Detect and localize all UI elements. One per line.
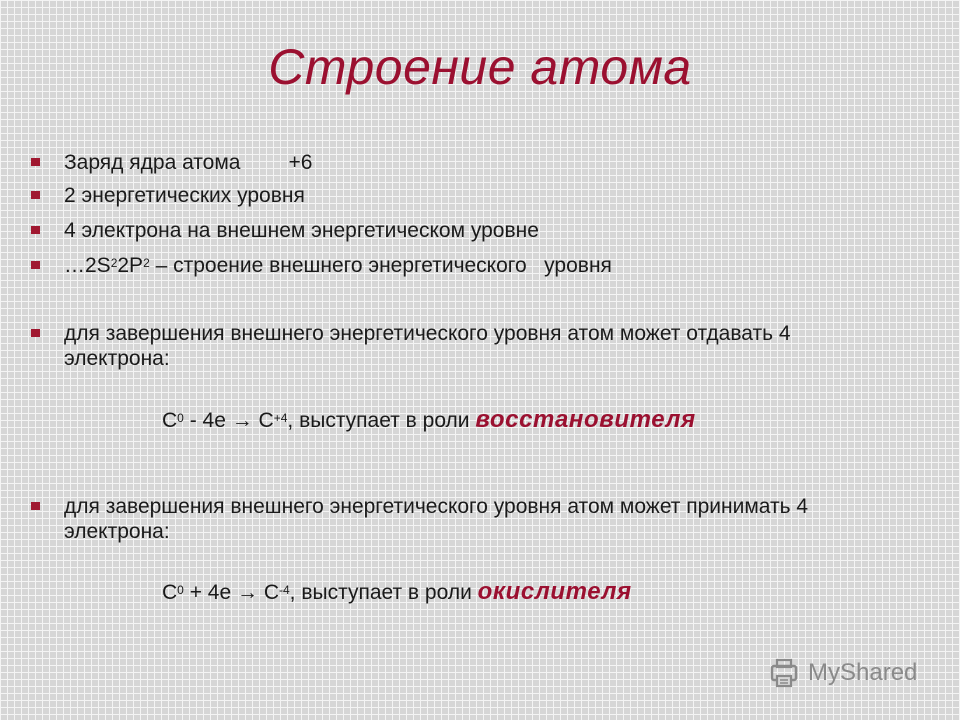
eq2-lhs-sup: 0 (177, 583, 184, 597)
reducer-role: восстановителя (475, 406, 696, 433)
eq1-text: , выступает в роли (287, 409, 476, 432)
eq2-rhs-sup: -4 (279, 583, 290, 597)
bullet-marker (31, 158, 40, 166)
bullet-marker (31, 226, 40, 234)
eq2-lhs: C (162, 581, 178, 604)
config-sup-s: 2 (110, 256, 118, 270)
give-electrons-text: для завершения внешнего энергетического уровня атом может отдавать 4 электрона: (64, 322, 791, 370)
bullet-marker (31, 191, 40, 199)
eq2-text: , выступает в роли (289, 581, 478, 604)
bullet-marker (31, 261, 40, 269)
charge-value: +6 (288, 151, 313, 174)
slide-title: Строение атома (268, 39, 692, 95)
bullet-marker (31, 502, 40, 510)
config-mid: 2P (117, 254, 144, 277)
bullet-energy-levels (64, 183, 884, 208)
oxidizer-role: окислителя (477, 578, 632, 605)
config-sup-p: 2 (143, 256, 150, 270)
charge-label: Заряд ядра атома (64, 151, 241, 174)
watermark-text: MyShared (808, 659, 918, 686)
reduction-equation (162, 406, 696, 435)
outer-electrons-text: 4 электрона на внешнем энергетическом уровне (64, 219, 539, 242)
eq1-lhs-sup: 0 (177, 411, 184, 425)
eq1-rhs-sup: +4 (273, 411, 288, 425)
bullet-accept-electrons (64, 494, 884, 544)
config-suffix: – строение внешнего энергетического уровня (149, 254, 612, 277)
watermark (768, 656, 917, 690)
eq2-op: + 4e → C (183, 581, 279, 604)
oxidation-equation (162, 578, 632, 607)
bullet-nuclear-charge (64, 150, 884, 175)
eq1-op: - 4e → C (183, 409, 274, 432)
config-prefix: …2S (64, 254, 111, 277)
bullet-marker (31, 329, 40, 337)
bullet-give-electrons (64, 321, 884, 371)
bullet-outer-electrons (64, 218, 884, 243)
eq1-lhs: C (162, 409, 178, 432)
accept-electrons-text: для завершения внешнего энергетического уровня атом может принимать 4 электрона: (64, 495, 809, 543)
mobile-print-icon (768, 656, 802, 690)
energy-levels-text: 2 энергетических уровня (64, 184, 305, 207)
bullet-electron-config (64, 253, 884, 278)
